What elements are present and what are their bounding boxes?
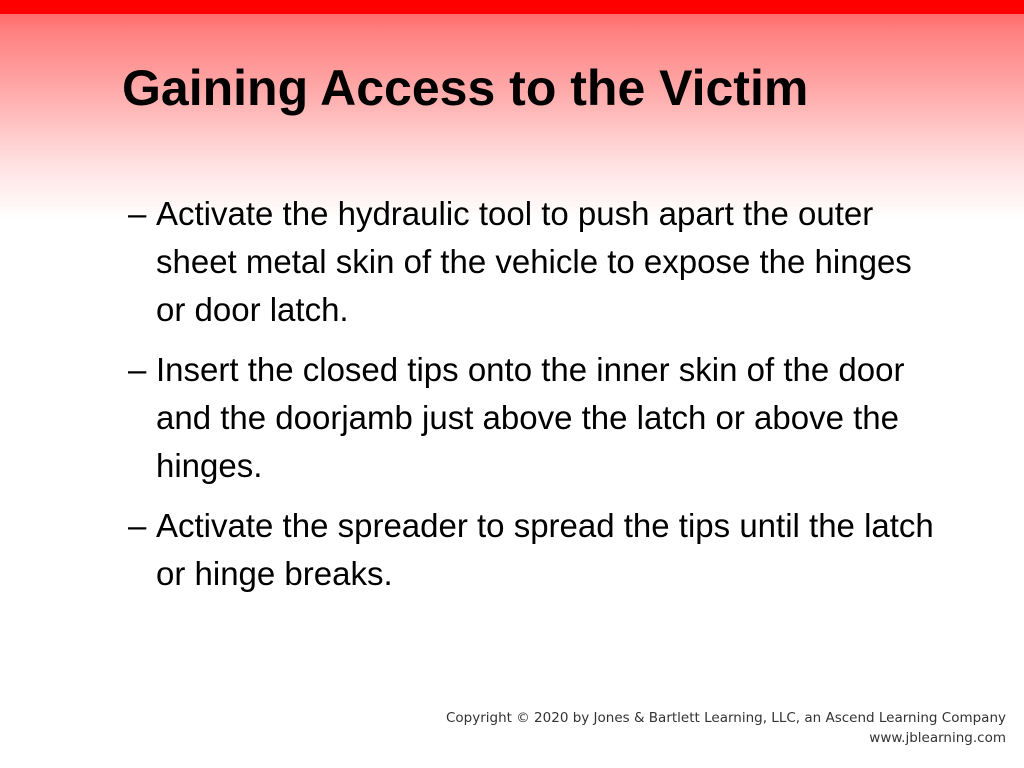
bullet-text: Insert the closed tips onto the inner skin of the door and the doorjamb just above the latch or above the hinges.	[156, 351, 905, 484]
bullet-dash: –	[128, 195, 147, 232]
bullet-item	[122, 502, 942, 598]
slide-title: Gaining Access to the Victim	[122, 60, 809, 116]
copyright-notice: Copyright © 2020 by Jones & Bartlett Learning, LLC, an Ascend Learning Company	[446, 710, 1006, 726]
website-link[interactable]: www.jblearning.com	[869, 730, 1006, 746]
footer	[446, 708, 1006, 748]
bullet-text: Activate the hydraulic tool to push apart the outer sheet metal skin of the vehicle to expose the hinges or door latch.	[156, 195, 912, 328]
top-red-band	[0, 0, 1024, 14]
bullet-item	[122, 346, 942, 490]
bullet-item	[122, 190, 942, 334]
bullet-dash: –	[128, 351, 147, 388]
bullet-list	[122, 190, 942, 610]
bullet-text: Activate the spreader to spread the tips until the latch or hinge breaks.	[156, 507, 934, 592]
bullet-dash: –	[128, 507, 147, 544]
